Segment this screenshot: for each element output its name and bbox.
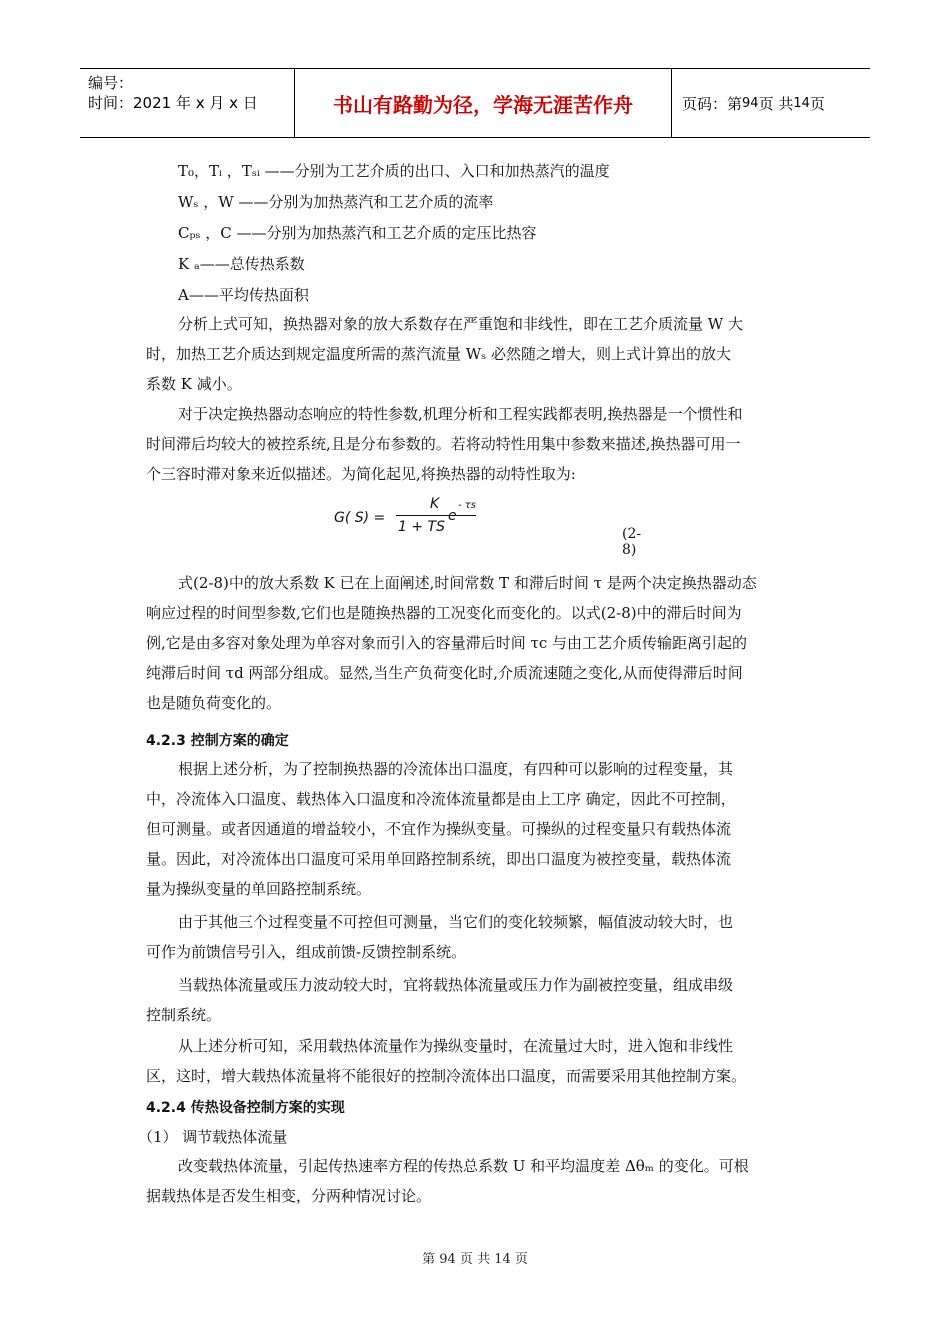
equation-number: (2-8) xyxy=(622,526,642,558)
paragraph-line: 响应过程的时间型参数,它们也是随换热器的工况变化而变化的。以式(2-8)中的滞后时间为 xyxy=(146,604,742,622)
date-label: 时间：2021 年 x 月 x 日 xyxy=(88,94,258,112)
paragraph-line: 式(2-8)中的放大系数 K 已在上面阐述,时间常数 T 和滞后时间 τ 是两个决定换热器动态 xyxy=(178,574,757,592)
list-item: （1） 调节载热体流量 xyxy=(138,1128,288,1146)
paragraph-line: 时间滞后均较大的被控系统,且是分布参数的。若将动特性用集中参数来描述,换热器可用一 xyxy=(146,435,741,453)
paragraph-line: 纯滞后时间 τd 两部分组成。显然,当生产负荷变化时,介质流速随之变化,从而使得滞后时间 xyxy=(146,664,743,682)
section-heading: 4.2.4 传热设备控制方案的实现 xyxy=(146,1100,345,1116)
paragraph-line: 可作为前馈信号引入，组成前馈-反馈控制系统。 xyxy=(146,943,467,961)
paragraph-line: 但可测量。或者因通道的增益较小，不宜作为操纵变量。可操纵的过程变量只有载热体流 xyxy=(146,820,732,838)
code-label: 编号： xyxy=(88,74,134,92)
paragraph-line: 改变载热体流量，引起传热速率方程的传热总系数 U 和平均温度差 Δθₘ 的变化。可根 xyxy=(178,1157,749,1175)
page-suffix: 页 xyxy=(809,94,825,113)
paragraph-line: 量。因此，对冷流体出口温度可采用单回路控制系统，即出口温度为被控变量，载热体流 xyxy=(146,850,732,868)
motto: 书山有路勤为径，学海无涯苦作舟 xyxy=(294,69,672,137)
paragraph-line: 系数 K 减小。 xyxy=(146,375,242,393)
formula-exp-base: e xyxy=(448,508,457,524)
paragraph-line: 量为操纵变量的单回路控制系统。 xyxy=(146,880,372,898)
page-footer: 第 94 页 共 14 页 xyxy=(422,1252,528,1267)
formula-denominator: 1 + TS xyxy=(398,519,445,535)
formula-numerator: K xyxy=(430,496,440,512)
page-prefix: 页码：第 xyxy=(682,94,743,113)
paragraph-line: 中，冷流体入口温度、载热体入口温度和冷流体流量都是由上工序 确定，因此不可控制， xyxy=(146,790,736,808)
paragraph-line: 例,它是由多容对象处理为单容对象而引入的容量滞后时间 τc 与由工艺介质传输距离引起的 xyxy=(146,634,748,652)
paragraph-line: 当载热体流量或压力波动较大时，宜将载热体流量或压力作为副被控变量，组成串级 xyxy=(178,976,734,994)
paragraph-line: 控制系统。 xyxy=(146,1006,222,1024)
paragraph-line: 区，这时，增大载热体流量将不能很好的控制冷流体出口温度，而需要采用其他控制方案。 xyxy=(146,1067,747,1085)
formula-exponent: - τs xyxy=(458,500,477,511)
page-number-label xyxy=(672,69,870,137)
paragraph-line: 对于决定换热器动态响应的特性参数,机理分析和工程实践都表明,换热器是一个惯性和 xyxy=(178,405,743,423)
paragraph-line: 根据上述分析，为了控制换热器的冷流体出口温度，有四种可以影响的过程变量，其 xyxy=(178,760,734,778)
paragraph-line: 从上述分析可知，采用载热体流量作为操纵变量时，在流量过大时，进入饱和非线性 xyxy=(178,1037,734,1055)
paragraph-line: 个三容时滞对象来近似描述。为简化起见,将换热器的动特性取为: xyxy=(146,465,576,483)
fraction-bar xyxy=(396,515,476,516)
def-line: K ₐ——总传热系数 xyxy=(178,255,305,273)
page-total: 14 xyxy=(793,95,810,111)
paragraph-line: 据载热体是否发生相变，分两种情况讨论。 xyxy=(146,1187,432,1205)
paragraph-line: 分析上式可知，换热器对象的放大系数存在严重饱和非线性，即在工艺介质流量 W 大 xyxy=(178,315,743,333)
paragraph-line: 时，加热工艺介质达到规定温度所需的蒸汽流量 Wₛ 必然随之增大，则上式计算出的放大 xyxy=(146,345,732,363)
page-header xyxy=(80,68,870,138)
page-no: 94 xyxy=(742,95,759,111)
def-line: Wₛ ，W ——分别为加热蒸汽和工艺介质的流率 xyxy=(178,193,494,211)
def-line: A——平均传热面积 xyxy=(178,286,309,304)
def-line: Cₚₛ ，C ——分别为加热蒸汽和工艺介质的定压比热容 xyxy=(178,224,537,242)
page-mid: 页 共 xyxy=(758,94,794,113)
formula-lhs: G( S) = xyxy=(334,510,386,526)
def-line: T₀，Tᵢ ，Tₛᵢ ——分别为工艺介质的出口、入口和加热蒸汽的温度 xyxy=(178,162,610,180)
header-info xyxy=(80,69,294,137)
section-heading: 4.2.3 控制方案的确定 xyxy=(146,733,289,749)
paragraph-line: 由于其他三个过程变量不可控但可测量，当它们的变化较频繁，幅值波动较大时，也 xyxy=(178,913,734,931)
paragraph-line: 也是随负荷变化的。 xyxy=(146,694,282,712)
